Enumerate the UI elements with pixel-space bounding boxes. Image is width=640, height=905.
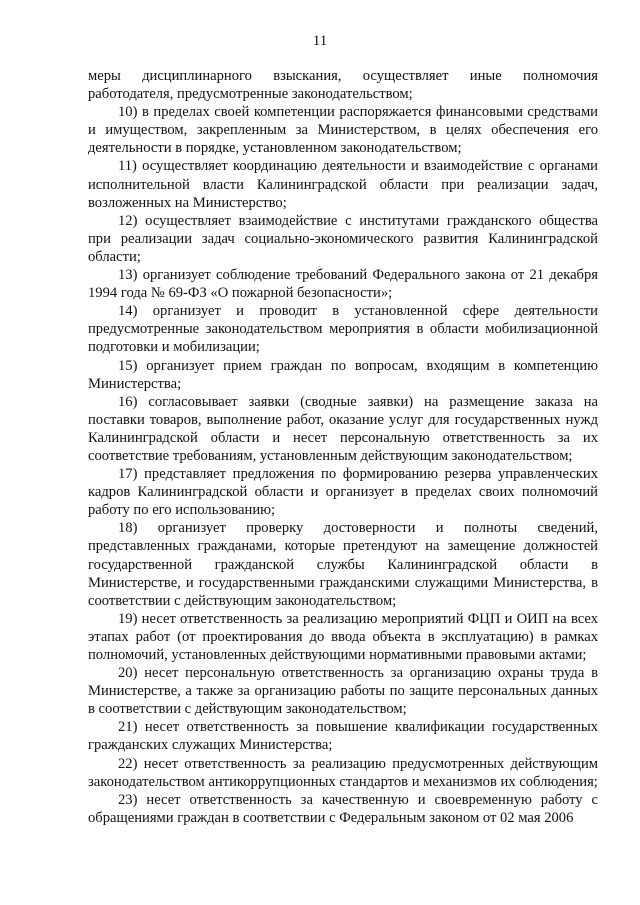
paragraph-item-18: 18) организует проверку достоверности и полноты сведений, представленных гражданами, которые претендуют на замещение должностей государственной гражданской службы Калининградской области в Министерстве, и государственными гражданскими служащими Министерства, в соответствии с действующим законодательством; (88, 520, 598, 609)
paragraph-item-13: 13) организует соблюдение требований Федерального закона от 21 декабря 1994 года № 69-ФЗ «О пожарной безопасности»; (88, 267, 598, 302)
page-number: 11 (312, 33, 328, 49)
paragraph-item-22: 22) несет ответственность за реализацию предусмотренных действующим законодательством антикоррупционных стандартов и механизмов их соблюдения; (88, 755, 598, 790)
paragraph-item-11: 11) осуществляет координацию деятельности и взаимодействие с органами исполнительной власти Калининградской области при реализации задач, возложенных на Министерство; (88, 158, 598, 211)
paragraph-continuation: меры дисциплинарного взыскания, осуществляет иные полномочия работодателя, предусмотренные законодательством; (88, 68, 598, 103)
paragraph-item-16: 16) согласовывает заявки (сводные заявки) на размещение заказа на поставки товаров, выполнение работ, оказание услуг для государственных нужд Калининградской области и несет персональную ответственность за их соответствие требованиям, установленным действующим законодательством; (88, 393, 598, 464)
paragraph-item-12: 12) осуществляет взаимодействие с институтами гражданского общества при реализации задач социально-экономического развития Калининградской области; (88, 212, 598, 265)
paragraph-item-15: 15) организует прием граждан по вопросам, входящим в компетенцию Министерства; (88, 357, 598, 392)
paragraph-item-10: 10) в пределах своей компетенции распоряжается финансовыми средствами и имуществом, закрепленным за Министерством, в целях обеспечения его деятельности в порядке, установленном законодательством; (88, 104, 598, 157)
paragraph-item-20: 20) несет персональную ответственность за организацию охраны труда в Министерстве, а также за организацию работы по защите персональных данных в соответствии с действующим законодательством; (88, 665, 598, 718)
paragraph-item-17: 17) представляет предложения по формированию резерва управленческих кадров Калининградской области и организует в пределах своих полномочий работу по его использованию; (88, 466, 598, 519)
paragraph-item-19: 19) несет ответственность за реализацию мероприятий ФЦП и ОИП на всех этапах работ (от проектирования до ввода объекта в эксплуатацию) в рамках полномочий, установленных действующими нормативными правовыми актами; (88, 610, 598, 663)
paragraph-item-21: 21) несет ответственность за повышение квалификации государственных гражданских служащих Министерства; (88, 719, 598, 754)
paragraph-item-14: 14) организует и проводит в установленной сфере деятельности предусмотренные законодательством мероприятия в области мобилизационной подготовки и мобилизации; (88, 303, 598, 356)
paragraph-item-23: 23) несет ответственность за качественную и своевременную работу с обращениями граждан в соответствии с Федеральным законом от 02 мая 2006 (88, 791, 598, 826)
document-body (88, 67, 598, 827)
